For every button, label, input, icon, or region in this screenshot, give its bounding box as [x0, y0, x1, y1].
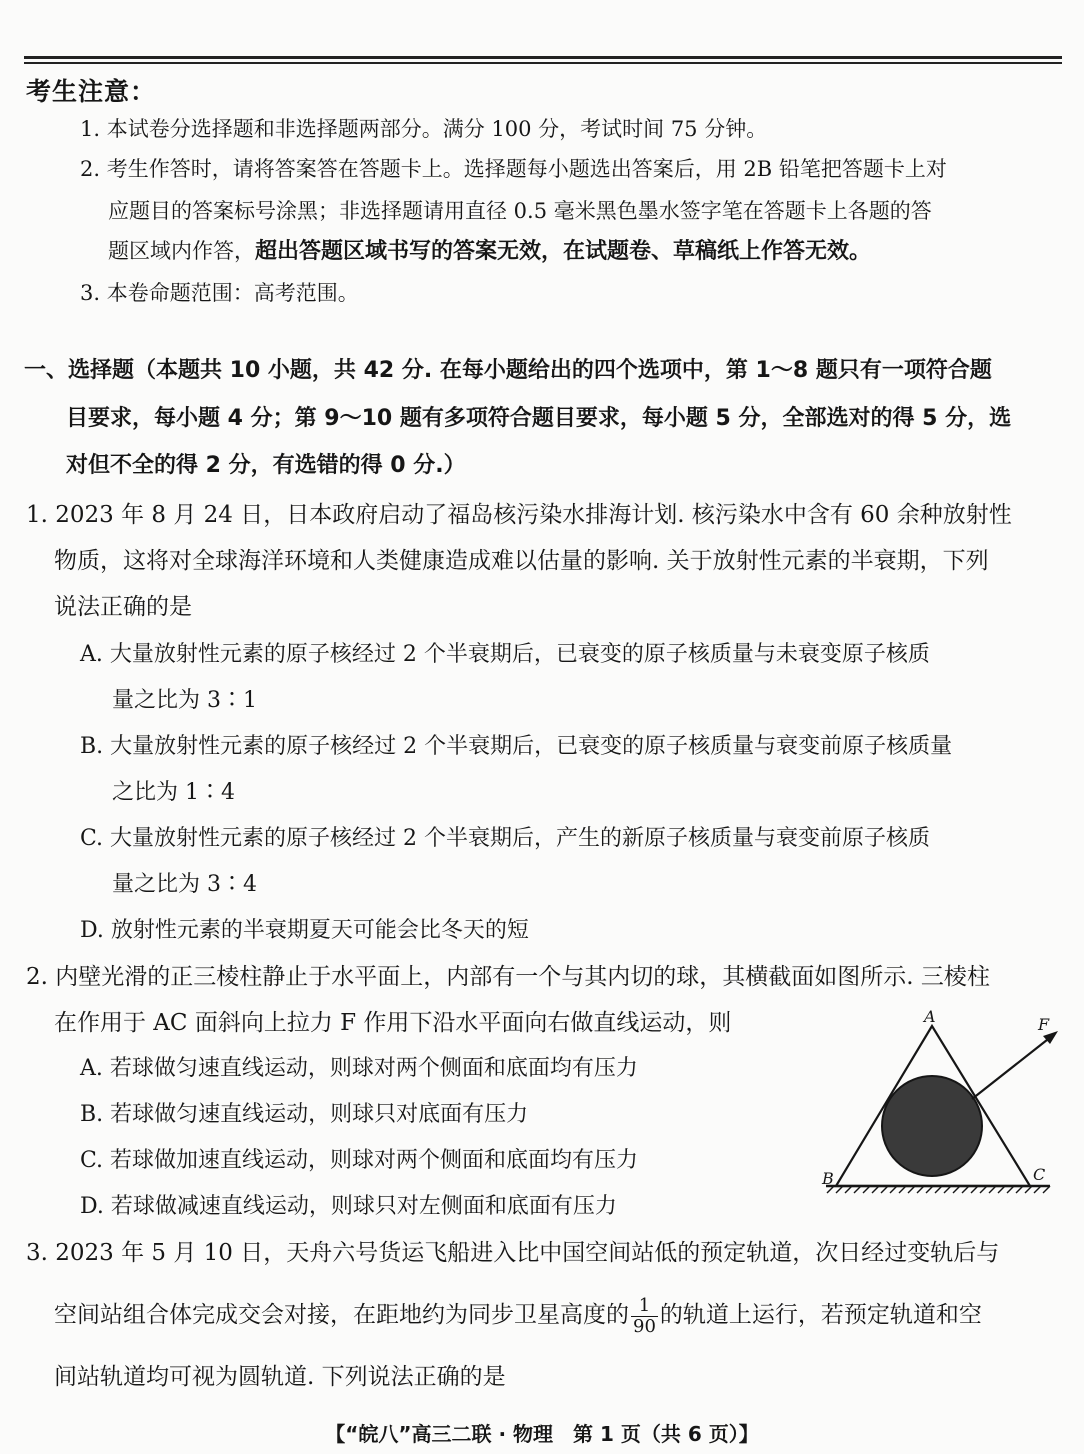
notice-warning-emphasis: 超出答题区域书写的答案无效，在试题卷、草稿纸上作答无效。: [255, 239, 872, 264]
q3-line-3: 间站轨道均可视为圆轨道. 下列说法正确的是: [54, 1364, 506, 1390]
section-heading-line-2: 目要求，每小题 4 分；第 9～10 题有多项符合题目要求，每小题 5 分，全部选对的得 5 分，选: [66, 406, 1012, 431]
q1-option-d: D. 放射性元素的半衰期夏天可能会比冬天的短: [80, 918, 529, 943]
q2-option-c: C. 若球做加速直线运动，则球对两个侧面和底面均有压力: [80, 1148, 639, 1173]
q3-fraction-numerator: 1: [631, 1296, 658, 1317]
ball: [882, 1076, 982, 1176]
q1-option-b-cont: 之比为 1∶4: [112, 780, 235, 805]
notice-item-2-cont2-text: 题区域内作答，: [108, 239, 255, 263]
q3-line-2-post: 的轨道上运行，若预定轨道和空: [659, 1302, 982, 1328]
q2-stem-line-2: 在作用于 AC 面斜向上拉力 F 作用下沿水平面向右做直线运动，则: [54, 1010, 732, 1036]
q3-fraction-denominator: 90: [633, 1315, 656, 1337]
q1-option-a-cont: 量之比为 3∶1: [112, 688, 257, 713]
q2-option-b: B. 若球做匀速直线运动，则球只对底面有压力: [80, 1102, 529, 1127]
q1-stem-line-1: 1. 2023 年 8 月 24 日，日本政府启动了福岛核污染水排海计划. 核污染水中含有 60 余种放射性: [26, 502, 1012, 528]
q1-option-a: A. 大量放射性元素的原子核经过 2 个半衰期后，已衰变的原子核质量与未衰变原子核质: [80, 642, 930, 667]
header-rule-top: [24, 56, 1062, 59]
q3-line-1: 3. 2023 年 5 月 10 日，天舟六号货运飞船进入比中国空间站低的预定轨道，次日经过变轨后与: [26, 1240, 1000, 1266]
q2-option-a: A. 若球做匀速直线运动，则球对两个侧面和底面均有压力: [80, 1056, 638, 1081]
q2-stem-line-1: 2. 内壁光滑的正三棱柱静止于水平面上，内部有一个与其内切的球，其横截面如图所示. 三棱柱: [26, 964, 990, 990]
q1-stem-line-3: 说法正确的是: [54, 594, 192, 620]
notice-item-3: 3. 本卷命题范围：高考范围。: [80, 281, 359, 305]
prism-ball-figure: [812, 1008, 1062, 1198]
page-footer: 【“皖八”高三二联 · 物理 第 1 页（共 6 页）】: [325, 1422, 759, 1446]
header-rule-bottom: [24, 62, 1062, 64]
force-f-arrow: [972, 1036, 1052, 1099]
notice-item-2-cont2: [108, 236, 871, 267]
notice-item-2-cont: 应题目的答案标号涂黑；非选择题请用直径 0.5 毫米黑色墨水签字笔在答题卡上各题的答: [108, 199, 932, 223]
notice-item-2: 2. 考生作答时，请将答案答在答题卡上。选择题每小题选出答案后，用 2B 铅笔把答题卡上对: [80, 157, 947, 181]
q3-line-2: [54, 1290, 982, 1340]
q3-fraction: [631, 1296, 658, 1337]
notice-title: 考生注意：: [26, 77, 157, 106]
q1-option-b: B. 大量放射性元素的原子核经过 2 个半衰期后，已衰变的原子核质量与衰变前原子核质量: [80, 734, 953, 759]
label-c: C: [1033, 1165, 1046, 1184]
notice-item-1: 1. 本试卷分选择题和非选择题两部分。满分 100 分，考试时间 75 分钟。: [80, 117, 768, 141]
q3-line-2-pre: 空间站组合体完成交会对接，在距地约为同步卫星高度的: [54, 1302, 629, 1328]
section-heading-line-3: 对但不全的得 2 分，有选错的得 0 分.）: [66, 453, 466, 478]
label-f: F: [1038, 1015, 1050, 1034]
label-b: B: [822, 1169, 834, 1188]
q1-stem-line-2: 物质，这将对全球海洋环境和人类健康造成难以估量的影响. 关于放射性元素的半衰期，下列: [54, 548, 989, 574]
q1-option-c: C. 大量放射性元素的原子核经过 2 个半衰期后，产生的新原子核质量与衰变前原子核质: [80, 826, 931, 851]
section-heading-line-1: 一、选择题（本题共 10 小题，共 42 分. 在每小题给出的四个选项中，第 1～8 题只有一项符合题: [24, 358, 992, 383]
q2-option-d: D. 若球做减速直线运动，则球只对左侧面和底面有压力: [80, 1194, 617, 1219]
label-a: A: [924, 1008, 936, 1026]
q1-option-c-cont: 量之比为 3∶4: [112, 872, 257, 897]
